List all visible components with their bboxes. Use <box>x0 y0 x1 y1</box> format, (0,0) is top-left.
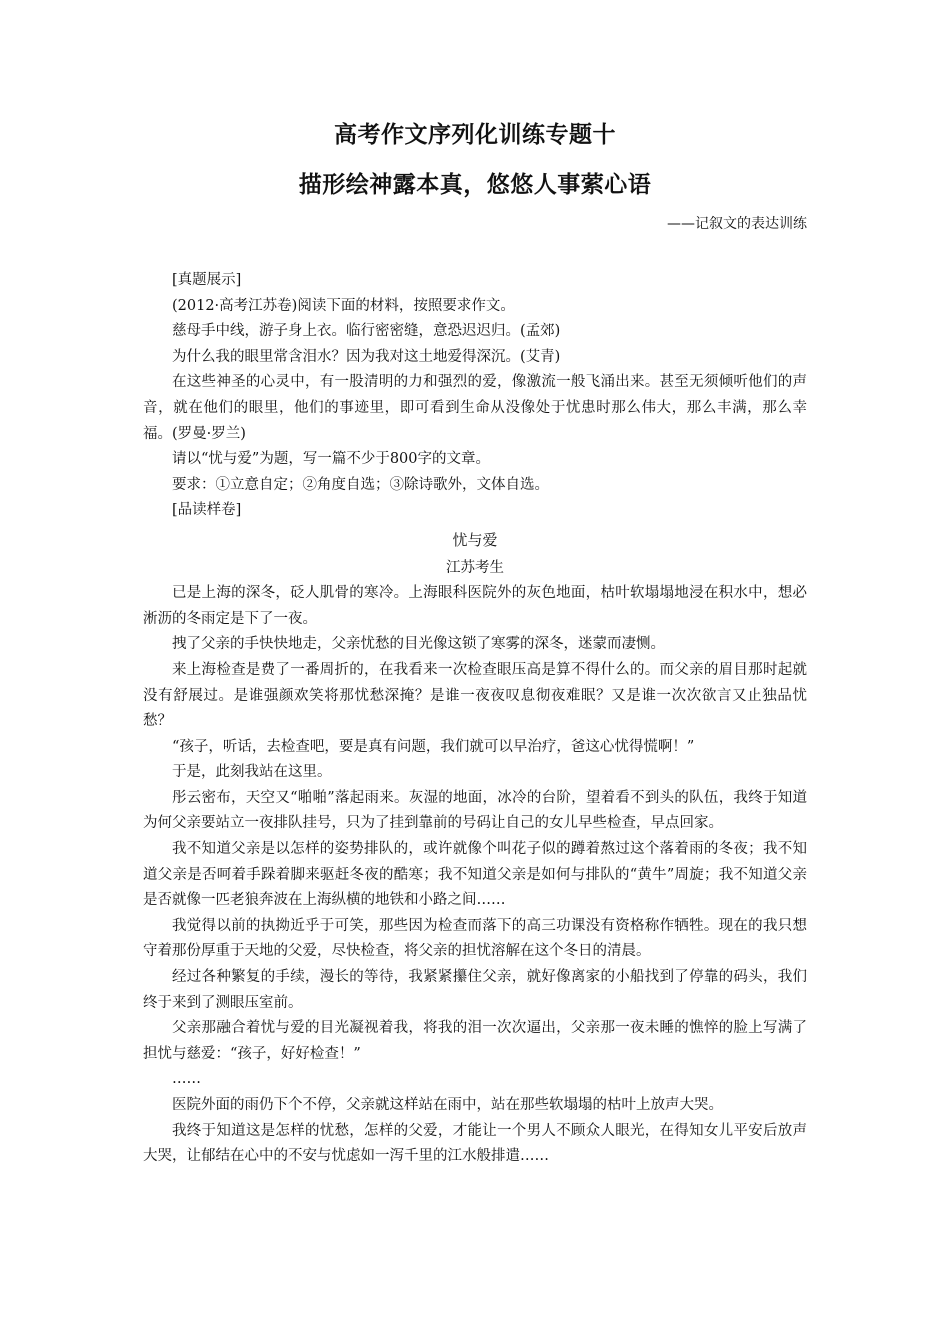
prompt-paragraph: 请以“忧与爱”为题，写一篇不少于800字的文章。 <box>172 451 490 468</box>
essay-paragraph: “孩子，听话，去检查吧，要是真有问题，我们就可以早治疗，爸这心忧得慌啊！” <box>172 738 695 755</box>
essay-paragraph: 已是上海的深冬，砭人肌骨的寒冷。上海眼科医院外的灰色地面，枯叶软塌塌地浸在积水中，想必淅沥的冬雨定是下了一夜。 <box>143 585 807 627</box>
essay-paragraph: 彤云密布，天空又“啪啪”落起雨来。灰湿的地面，冰冷的台阶，望着看不到头的队伍，我终于知道为何父亲要站立一夜排队挂号，只为了挂到靠前的号码让自己的女儿早些检查，早点回家。 <box>143 789 807 832</box>
essay-author: 江苏考生 <box>446 559 504 576</box>
essay-paragraph: 于是，此刻我站在这里。 <box>172 764 332 781</box>
essay-paragraph: 父亲那融合着忧与爱的目光凝视着我，将我的泪一次次逼出，父亲那一夜未睡的憔悴的脸上写满了担忧与慈爱：“孩子，好好检查！” <box>143 1020 807 1062</box>
prompt-paragraph: 为什么我的眼里常含泪水？因为我对这土地爱得深沉。(艾青) <box>172 348 561 365</box>
essay-paragraph: 我终于知道这是怎样的忧愁，怎样的父爱，才能让一个男人不顾众人眼光，在得知女儿平安后放声大哭，让郁结在心中的不安与忧虑如一泻千里的江水般排遣…… <box>143 1122 807 1165</box>
document-title: 高考作文序列化训练专题十 <box>334 122 616 148</box>
document-body <box>143 268 807 1170</box>
essay-ellipsis: …… <box>172 1071 201 1088</box>
prompt-paragraph: 慈母手中线，游子身上衣。临行密密缝，意恐迟迟归。(孟郊) <box>172 323 561 340</box>
essay-paragraph: 我觉得以前的执拗近乎于可笑，那些因为检查而落下的高三功课没有资格称作牺牲。现在的我只想守着那份厚重于天地的父爱，尽快检查，将父亲的担忧溶解在这个冬日的清晨。 <box>143 917 807 960</box>
essay-paragraph: 经过各种繁复的手续，漫长的等待，我紧紧攥住父亲，就好像离家的小船找到了停靠的码头，我们终于来到了测眼压室前。 <box>143 969 807 1011</box>
essay-paragraph: 来上海检查是费了一番周折的，在我看来一次检查眼压高是算不得什么的。而父亲的眉目那时起就没有舒展过。是谁强颜欢笑将那忧愁深掩？是谁一夜夜叹息彻夜难眠？又是谁一次次欲言又止独品忧愁？ <box>143 661 807 730</box>
document-subtitle-main: 描形绘神露本真，悠悠人事萦心语 <box>298 172 652 198</box>
essay-paragraph: 医院外面的雨仍下个不停，父亲就这样站在雨中，站在那些软塌塌的枯叶上放声大哭。 <box>172 1097 723 1113</box>
section-label-sample: [品读样卷] <box>172 502 242 519</box>
prompt-paragraph: (2012·高考江苏卷)阅读下面的材料，按照要求作文。 <box>172 297 515 314</box>
prompt-paragraph: 要求：①立意自定；②角度自选；③除诗歌外，文体自选。 <box>172 476 549 493</box>
document-subtitle-note: ——记叙文的表达训练 <box>667 216 807 232</box>
prompt-paragraph: 在这些神圣的心灵中，有一股清明的力和强烈的爱，像激流一般飞涌出来。甚至无须倾听他们的声音，就在他们的眼里，他们的事迹里，即可看到生命从没像处于忧患时那么伟大，那么丰满，那么幸福。(罗曼·罗兰) <box>143 374 807 442</box>
essay-paragraph: 我不知道父亲是以怎样的姿势排队的，或许就像个叫花子似的蹲着熬过这个落着雨的冬夜；我不知道父亲是否呵着手跺着脚来驱赶冬夜的酷寒；我不知道父亲是如何与排队的“黄牛”周旋；我不知道父亲是否就像一匹老狼奔波在上海纵横的地铁和小路之间…… <box>143 841 807 909</box>
essay-title: 忧与爱 <box>452 530 498 549</box>
essay-paragraph: 拽了父亲的手快快地走，父亲忧愁的目光像这锁了寒雾的深冬，迷蒙而凄恻。 <box>172 636 665 653</box>
section-label-prompt: [真题展示] <box>172 272 242 288</box>
